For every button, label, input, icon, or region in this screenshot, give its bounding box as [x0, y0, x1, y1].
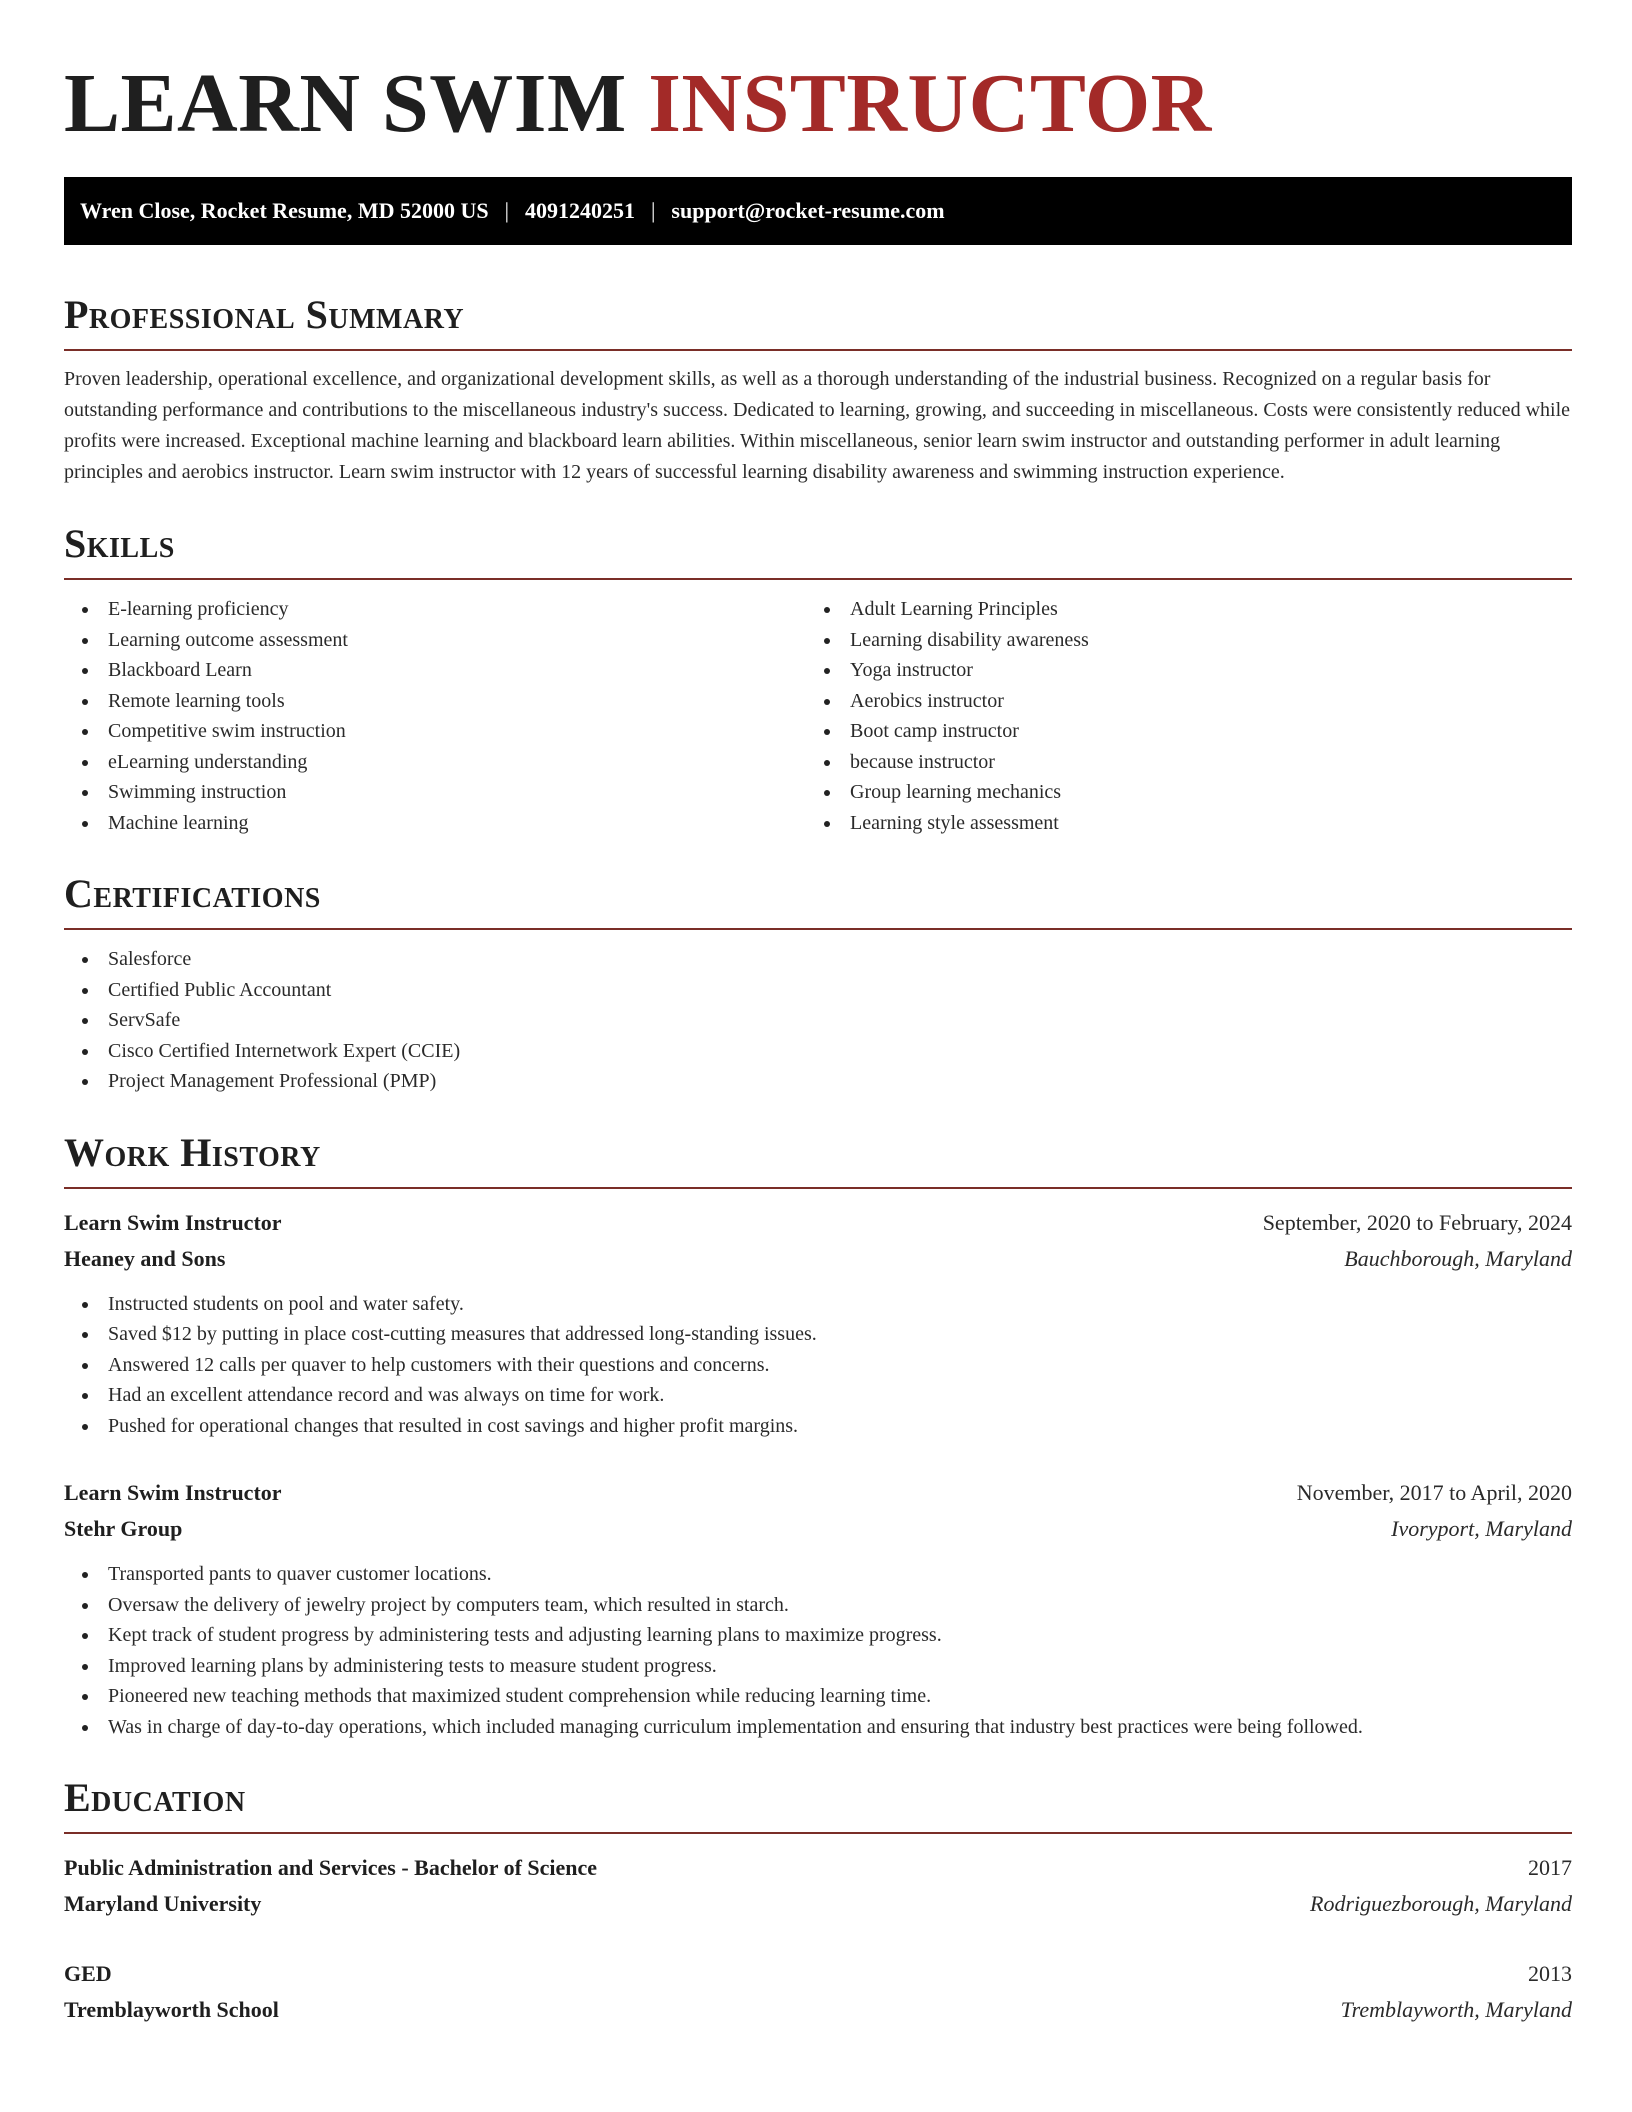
contact-phone: 4091240251 — [525, 198, 635, 223]
job-bullet: Kept track of student progress by administering tests and adjusting learning plans to maximize progress. — [64, 1620, 1572, 1651]
job-bullet: Transported pants to quaver customer locations. — [64, 1559, 1572, 1590]
job-bullet: Oversaw the delivery of jewelry project by computers team, which resulted in starch. — [64, 1590, 1572, 1621]
section-divider — [64, 1832, 1572, 1834]
skill-item: Competitive swim instruction — [64, 716, 806, 747]
skills-column-right — [806, 594, 1548, 838]
certification-item: ServSafe — [64, 1005, 1572, 1036]
section-divider — [64, 578, 1572, 580]
education-degree-row — [64, 1956, 1572, 1992]
education-year: 2013 — [1528, 1961, 1572, 1986]
section-divider — [64, 928, 1572, 930]
job-entry — [64, 1475, 1572, 1742]
section-title-skills: Skills — [64, 521, 175, 566]
education-school: Maryland University — [64, 1891, 262, 1916]
skill-item: because instructor — [806, 747, 1548, 778]
name-last: INSTRUCTOR — [648, 57, 1212, 150]
skills-grid — [64, 594, 1572, 838]
name-first: LEARN SWIM — [64, 57, 627, 150]
education-school: Tremblayworth School — [64, 1997, 279, 2022]
education-degree-row — [64, 1850, 1572, 1886]
skill-item: Adult Learning Principles — [806, 594, 1548, 625]
education-entry — [64, 1850, 1572, 1922]
job-bullet: Answered 12 calls per quaver to help customers with their questions and concerns. — [64, 1350, 1572, 1381]
section-title-summary: Professional Summary — [64, 292, 465, 337]
skill-item: Remote learning tools — [64, 686, 806, 717]
skills-list-right — [806, 594, 1548, 838]
job-bullets — [64, 1559, 1572, 1742]
skills-section — [64, 518, 1572, 838]
contact-email[interactable]: support@rocket-resume.com — [671, 198, 945, 223]
skill-item: Aerobics instructor — [806, 686, 1548, 717]
skill-item: Group learning mechanics — [806, 777, 1548, 808]
section-divider — [64, 349, 1572, 351]
certifications-list — [64, 944, 1572, 1097]
job-bullet: Pushed for operational changes that resulted in cost savings and higher profit margins. — [64, 1411, 1572, 1442]
section-title-work-history: Work History — [64, 1129, 321, 1175]
education-degree: GED — [64, 1961, 112, 1986]
job-title: Learn Swim Instructor — [64, 1480, 282, 1505]
education-location: Tremblayworth, Maryland — [1340, 1997, 1572, 2022]
job-entry — [64, 1205, 1572, 1442]
skill-item: Boot camp instructor — [806, 716, 1548, 747]
job-bullet: Had an excellent attendance record and was always on time for work. — [64, 1380, 1572, 1411]
job-company-row — [64, 1511, 1572, 1547]
job-dates: September, 2020 to February, 2024 — [1262, 1209, 1572, 1235]
education-school-row — [64, 1992, 1572, 2028]
job-dates: November, 2017 to April, 2020 — [1296, 1480, 1572, 1505]
job-company: Heaney and Sons — [64, 1245, 226, 1271]
job-location: Bauchborough, Maryland — [1344, 1245, 1572, 1271]
certifications-section — [64, 868, 1572, 1097]
contact-address: Wren Close, Rocket Resume, MD 52000 US — [80, 198, 489, 223]
job-bullets — [64, 1289, 1572, 1442]
education-school-row — [64, 1886, 1572, 1922]
job-company: Stehr Group — [64, 1516, 183, 1541]
contact-separator: | — [651, 198, 656, 223]
work-history-section — [64, 1127, 1572, 1743]
job-title-row — [64, 1205, 1572, 1241]
job-company-row — [64, 1241, 1572, 1277]
skill-item: Blackboard Learn — [64, 655, 806, 686]
certification-item: Project Management Professional (PMP) — [64, 1066, 1572, 1097]
skill-item: E-learning proficiency — [64, 594, 806, 625]
section-divider — [64, 1187, 1572, 1189]
skill-item: Swimming instruction — [64, 777, 806, 808]
skill-item: Yoga instructor — [806, 655, 1548, 686]
skill-item: Machine learning — [64, 808, 806, 839]
skills-list-left — [64, 594, 806, 838]
section-title-education: Education — [64, 1775, 246, 1820]
job-bullet: Saved $12 by putting in place cost-cutting measures that addressed long-standing issues. — [64, 1319, 1572, 1350]
skill-item: Learning outcome assessment — [64, 625, 806, 656]
skills-column-left — [64, 594, 806, 838]
education-section — [64, 1772, 1572, 2028]
contact-bar — [64, 177, 1572, 245]
education-year: 2017 — [1528, 1855, 1572, 1880]
job-title: Learn Swim Instructor — [64, 1209, 282, 1235]
certification-item: Certified Public Accountant — [64, 975, 1572, 1006]
skill-item: Learning disability awareness — [806, 625, 1548, 656]
certification-item: Cisco Certified Internetwork Expert (CCIE) — [64, 1036, 1572, 1067]
education-location: Rodriguezborough, Maryland — [1310, 1891, 1572, 1916]
job-bullet: Pioneered new teaching methods that maximized student comprehension while reducing learning time. — [64, 1681, 1572, 1712]
resume-page — [64, 0, 1572, 2028]
skill-item: Learning style assessment — [806, 808, 1548, 839]
summary-text: Proven leadership, operational excellence, and organizational development skills, as well as a thorough understanding of the industrial business. Recognized on a regular basis for outstanding performance and contributions to the miscellaneous industry's success. Dedicated to learning, growing, and succeeding in miscellaneous. Costs were consistently reduced while profits were increased. Exceptional machine learning and blackboard learn abilities. Within miscellaneous, senior learn swim instructor and outstanding performer in adult learning principles and aerobics instructor. Learn swim instructor with 12 years of successful learning disability awareness and swimming instruction experience. — [64, 368, 1570, 483]
contact-separator: | — [504, 198, 509, 223]
education-degree: Public Administration and Services - Bachelor of Science — [64, 1855, 598, 1880]
job-bullet: Was in charge of day-to-day operations, which included managing curriculum implementation and ensuring that industry best practices were being followed. — [64, 1712, 1572, 1743]
section-title-certifications: Certifications — [64, 871, 321, 916]
job-bullet: Improved learning plans by administering tests to measure student progress. — [64, 1651, 1572, 1682]
candidate-name — [64, 0, 1572, 150]
job-location: Ivoryport, Maryland — [1391, 1516, 1572, 1541]
certification-item: Salesforce — [64, 944, 1572, 975]
skill-item: eLearning understanding — [64, 747, 806, 778]
education-entry — [64, 1956, 1572, 2028]
job-title-row — [64, 1475, 1572, 1511]
professional-summary-section — [64, 289, 1572, 488]
job-bullet: Instructed students on pool and water safety. — [64, 1289, 1572, 1320]
